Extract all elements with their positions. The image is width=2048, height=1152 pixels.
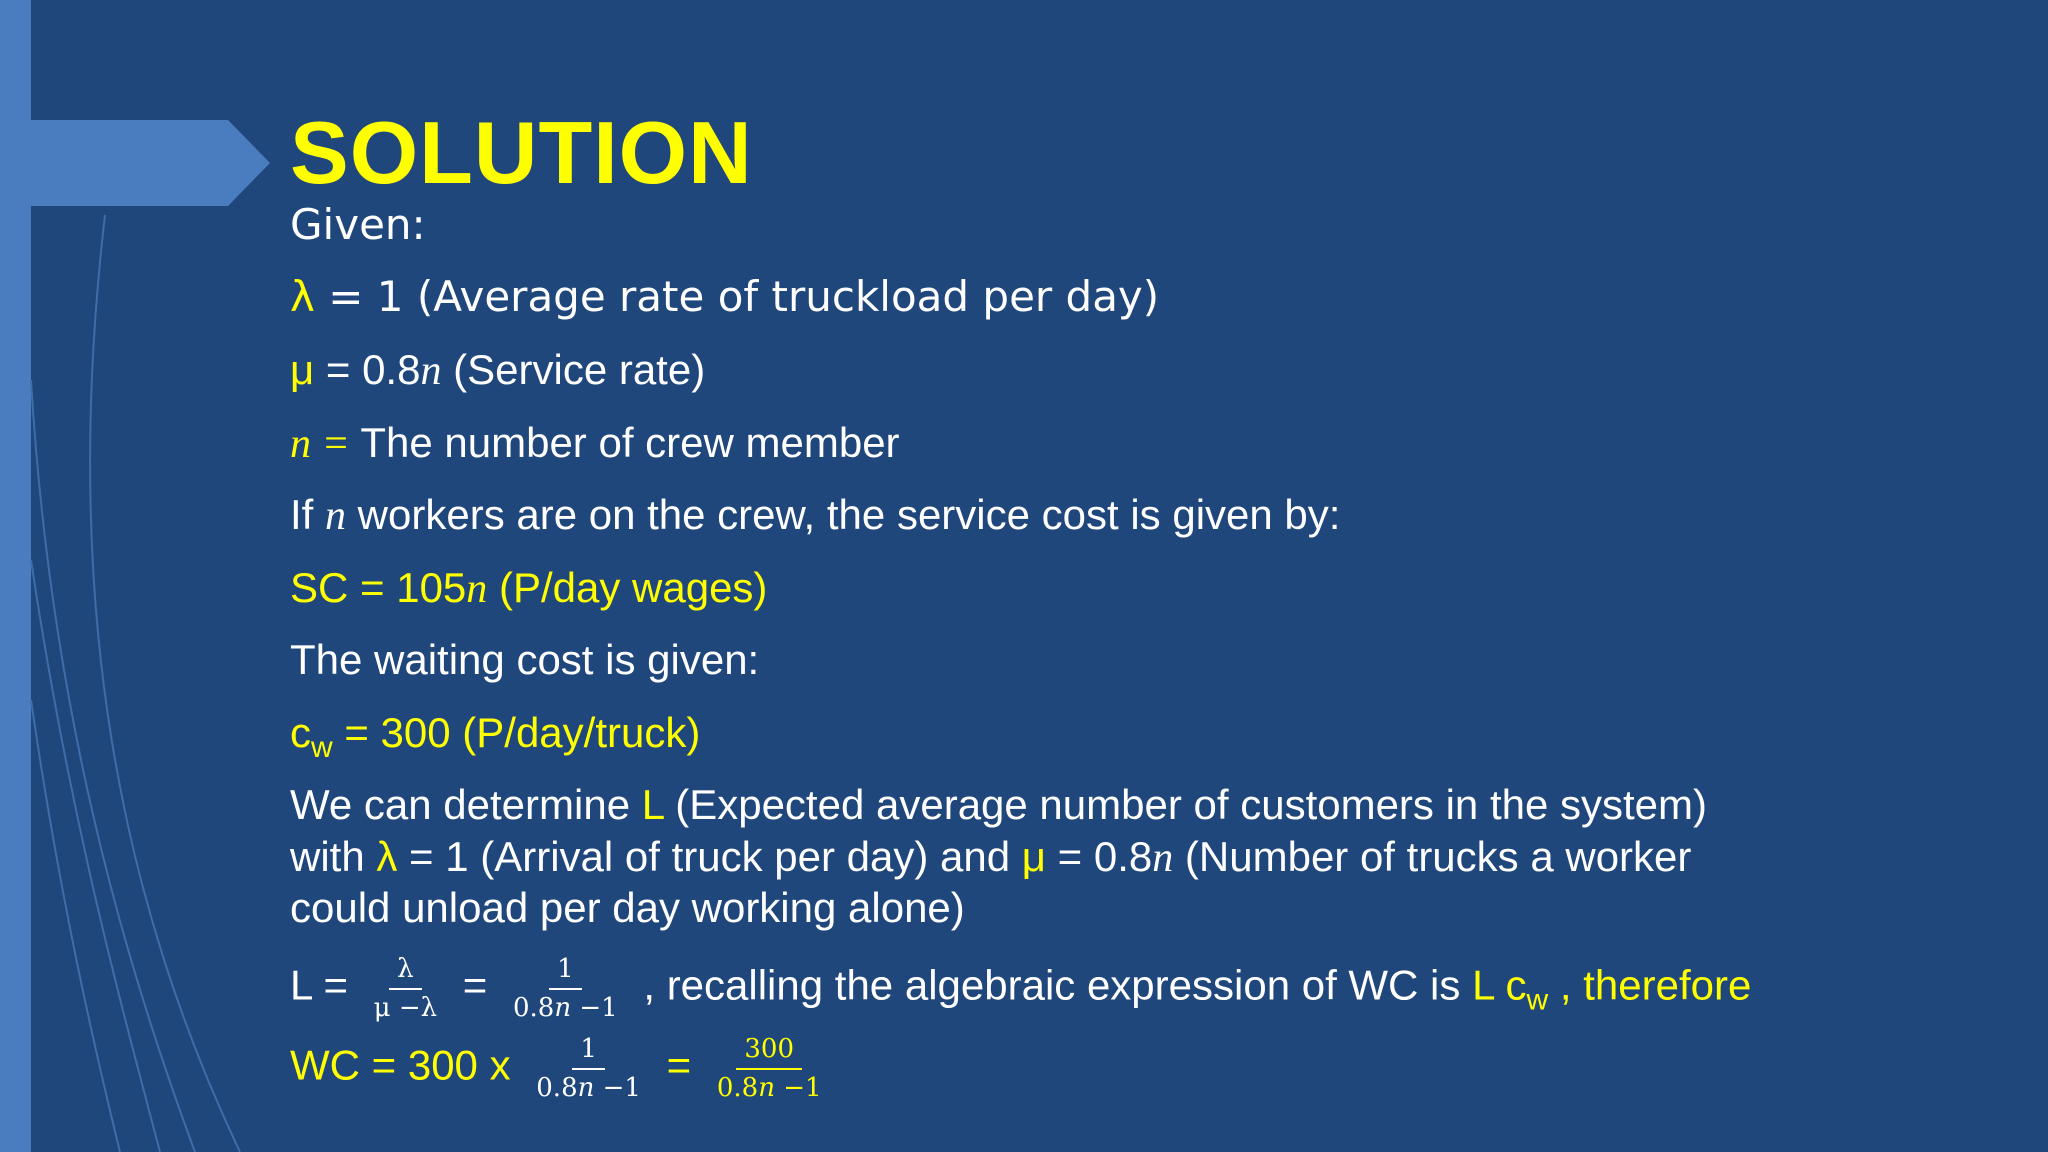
service-cost-formula (290, 563, 767, 614)
n-variable: n (1152, 835, 1174, 881)
den-value: 0.8 (536, 1072, 578, 1103)
cw-subscript: w (1526, 983, 1549, 1017)
den-value: 0.8 (716, 1072, 759, 1103)
if-text: If (290, 491, 326, 538)
with-line (290, 832, 1691, 883)
fraction-numerator: λ (389, 955, 421, 990)
fraction-denominator (505, 990, 626, 1023)
if-text-rest: workers are on the crew, the service cost is given by: (346, 491, 1341, 538)
den-minus-one: −1 (774, 1072, 822, 1103)
n-variable: n (420, 348, 442, 394)
service-cost-intro (290, 490, 1340, 541)
mu-symbol: μ (1021, 833, 1046, 880)
lambda-definition (290, 272, 1159, 322)
given-label: Given: (290, 200, 426, 249)
L-formula-line (290, 955, 1751, 1022)
therefore-text: , therefore (1548, 961, 1752, 1009)
fraction-denominator (709, 1070, 830, 1103)
n-variable: n (577, 1072, 595, 1103)
wc-text: WC = 300 x (290, 1041, 523, 1089)
mu-definition (290, 345, 705, 396)
L-equals: L = (290, 961, 360, 1009)
recall-text: , recalling the algebraic expression of WC is (631, 961, 1473, 1009)
mu-text: (Service rate) (441, 346, 706, 393)
n-text: The number of crew member (360, 419, 900, 466)
n-variable: n (758, 1072, 775, 1103)
waiting-cost-formula (290, 708, 700, 766)
fraction-300-over-expr (709, 1035, 830, 1102)
equals-sign: = (654, 1041, 703, 1089)
fraction-denominator (528, 1070, 649, 1103)
with-text-mid: = 1 (Arrival of truck per day) and (397, 833, 1022, 880)
den-value: 0.8 (512, 992, 555, 1023)
slide-title: SOLUTION (290, 103, 753, 202)
with-text-end: (Number of trucks a worker (1173, 833, 1692, 880)
cw-subscript: w (311, 731, 333, 764)
n-definition (290, 418, 900, 469)
could-line: could unload per day working alone) (290, 884, 965, 931)
with-text: with (290, 833, 377, 880)
sc-units: (P/day wages) (487, 564, 768, 611)
cw-text: = 300 (P/day/truck) (332, 709, 701, 756)
mu-value: = 0.8 (314, 346, 421, 393)
with-mu-value: = 0.8 (1045, 833, 1153, 880)
lambda-symbol: λ (376, 833, 398, 880)
L-cw: L c (1472, 961, 1527, 1009)
sc-text: SC = 105 (290, 564, 467, 611)
n-equals: = (311, 421, 361, 467)
den-minus-one: −1 (594, 1072, 641, 1103)
cw-c: c (290, 709, 311, 756)
n-variable: n (466, 566, 488, 612)
lambda-text: = 1 (Average rate of truckload per day) (314, 272, 1160, 321)
n-variable: n (290, 421, 311, 467)
fraction-one-over-expr (505, 955, 626, 1022)
WC-formula-line (290, 1035, 836, 1102)
fraction-lambda-over-mu-minus-lambda (366, 955, 445, 1022)
decorative-curves (0, 0, 300, 1152)
n-variable: n (554, 992, 572, 1023)
fraction-numerator: 300 (736, 1035, 802, 1070)
mu-symbol: μ (290, 346, 315, 393)
determine-line (290, 780, 1707, 830)
waiting-cost-intro: The waiting cost is given: (290, 636, 760, 683)
fraction-denominator: μ −λ (373, 992, 438, 1023)
lambda-symbol: λ (290, 272, 315, 321)
determine-text-rest: (Expected average number of customers in the system) (663, 781, 1708, 828)
den-minus-one: −1 (571, 992, 618, 1023)
fraction-numerator: 1 (572, 1035, 605, 1070)
fraction-one-over-expr (528, 1035, 649, 1102)
equals-sign: = (451, 961, 499, 1009)
n-variable: n (325, 493, 347, 539)
determine-text: We can determine (290, 781, 642, 828)
L-symbol: L (641, 781, 664, 828)
fraction-numerator: 1 (549, 955, 582, 990)
